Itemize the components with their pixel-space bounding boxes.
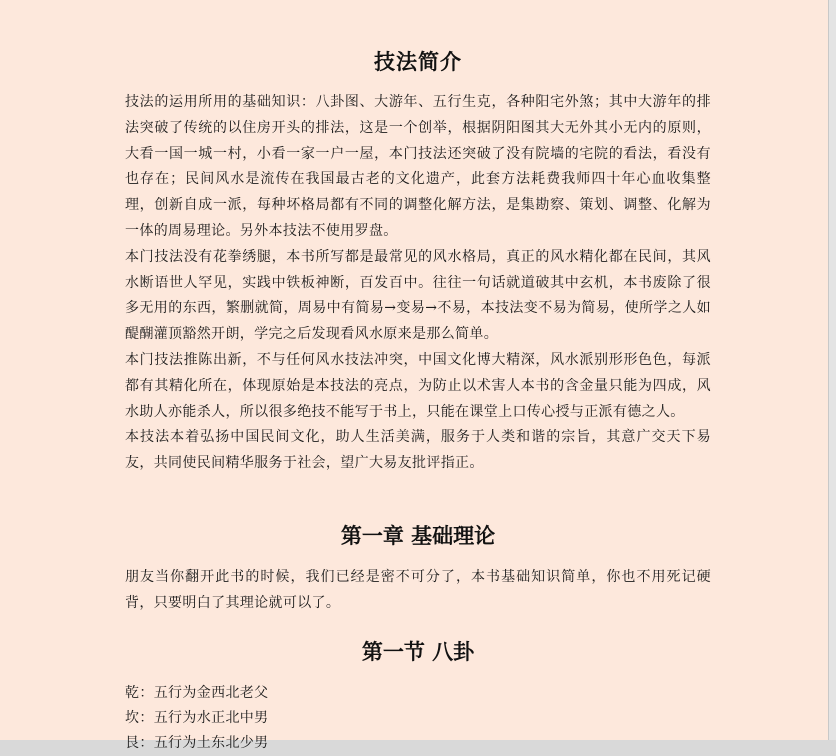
chapter-one-body — [125, 565, 711, 617]
intro-paragraph-2: 本门技法没有花拳绣腿，本书所写都是最常见的风水格局，真正的风水精化都在民间，其风水断语世人罕见，实践中铁板神断，百发百中。往往一句话就道破其中玄机，本书废除了很多无用的东西，繁删就简，周易中有简易→变易→不易，本技法变不易为简易，使所学之人如醍醐灌顶豁然开朗，学完之后发现看风水原来是那么简单。 — [125, 248, 711, 343]
list-item: 坎：五行为水正北中男 — [125, 710, 269, 726]
list-item: 乾：五行为金西北老父 — [125, 685, 269, 701]
list-item: 艮：五行为土东北少男 — [125, 735, 269, 751]
chapter-one-paragraph: 朋友当你翻开此书的时候，我们已经是密不可分了，本书基础知识简单，你也不用死记硬背，只要明白了其理论就可以了。 — [125, 569, 711, 611]
trigram-list — [125, 681, 711, 756]
chapter-one-title: 第一章 基础理论 — [340, 523, 496, 548]
intro-paragraphs — [125, 90, 711, 477]
intro-paragraph-4: 本技法本着弘扬中国民间文化，助人生活美满，服务于人类和谐的宗旨，其意广交天下易友，共同使民间精华服务于社会，望广大易友批评指正。 — [125, 429, 711, 472]
section-title-technique-intro: 技法简介 — [374, 49, 462, 74]
intro-paragraph-1: 技法的运用所用的基础知识：八卦图、大游年、五行生克，各种阳宅外煞；其中大游年的排法突破了传统的以住房开头的排法，这是一个创举，根据阴阳图其大无外其小无内的原则，大看一国一城一村，小看一家一户一屋，本门技法还突破了没有院墙的宅院的看法，看没有也存在；民间风水是流传在我国最古老的文化遗产，此套方法耗费我师四十年心血收集整理，创新自成一派，每种坏格局都有不同的调整化解方法，是集勘察、策划、调整、化解为一体的周易理论。另外本技法不使用罗盘。 — [125, 94, 711, 239]
section-one-title: 第一节 八卦 — [361, 639, 475, 664]
intro-paragraph-3: 本门技法推陈出新，不与任何风水技法冲突，中国文化博大精深，风水派别形形色色，每派都有其精化所在，体现原始是本技法的亮点，为防止以术害人本书的含金量只能为四成，风水助人亦能杀人，所以很多绝技不能写于书上，只能在课堂上口传心授与正派有德之人。 — [125, 351, 711, 420]
window-right-edge — [828, 0, 836, 740]
